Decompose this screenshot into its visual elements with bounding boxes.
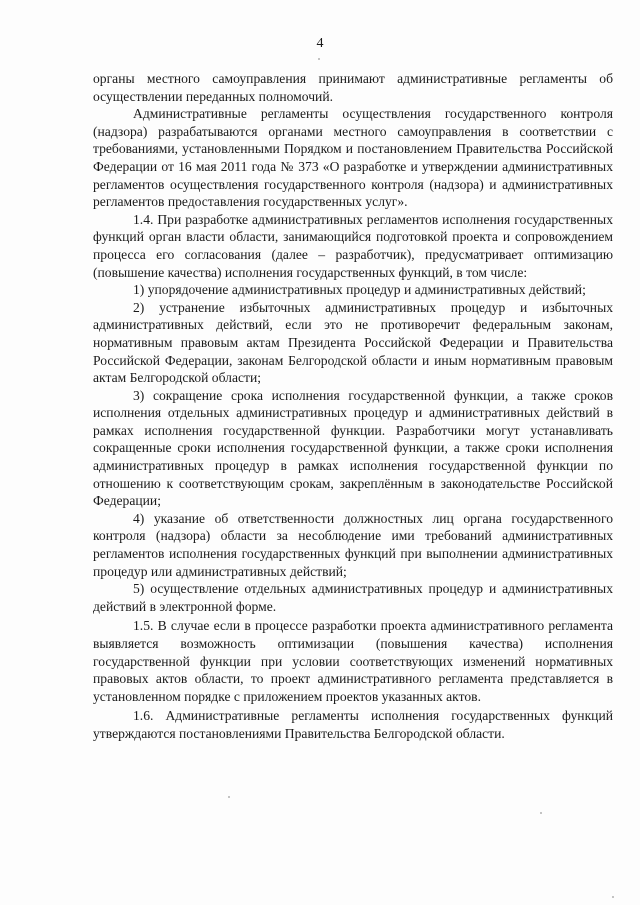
list-item-5: 5) осуществление отдельных административных процедур и административных действий в электронной форме. (93, 581, 613, 614)
list-item-2: 2) устранение избыточных административных процедур и избыточных административных действий, если это не противоречит федеральным законам, нормативным правовым актам Президента Российской Федерации и Правительства Российской Федерации, законам Белгородской области и иным нормативным правовым актам Белгородской области; (93, 299, 613, 386)
paragraph-1-5: 1.5. В случае если в процессе разработки проекта административного регламента выявляется возможность оптимизации (повышения качества) исполнения государственной функции при условии соответствующих изменений нормативных правовых актов области, то проект административного регламента представляется в установленном порядке с приложением проектов указанных актов. (93, 618, 613, 704)
scan-speck (540, 812, 542, 814)
paragraph-local-authorities-adopt: органы местного самоуправления принимают административные регламенты об осуществлении переданных полномочий. (93, 71, 613, 104)
list-item-3: 3) сокращение срока исполнения государственной функции, а также сроков исполнения отдельных административных процедур и административных действий в рамках исполнения государственной функции. Разработчики могут устанавливать сокращенные сроки исполнения государственной функции, а также сроки исполнения административных процедур в рамках исполнения государственной функции по отношению к соответствующим срокам, закреплённым в законодательстве Российской Федерации; (93, 387, 613, 509)
page-number: 4 (316, 36, 324, 51)
paragraph-1-4: 1.4. При разработке административных регламентов исполнения государственных функций орган власти области, занимающийся подготовкой проекта и сопровождением процесса его согласования (далее – разработчик), предусматривает оптимизацию (повышение качества) исполнения государственных функций, в том числе: (93, 211, 613, 280)
paragraph-1-6: 1.6. Административные регламенты исполнения государственных функций утверждаются постановлениями Правительства Белгородской области. (93, 708, 613, 741)
paragraph-control-regulations: Административные регламенты осуществления государственного контроля (надзора) разрабатываются органами местного самоуправления в соответствии с требованиями, установленными Порядком и постановлением Правительства Российской Федерации от 16 мая 2011 года № 373 «О разработке и утверждении административных регламентов осуществления государственного контроля (надзора) и административных регламентов предоставления государственных услуг». (93, 106, 613, 210)
scan-speck (228, 796, 230, 798)
scan-speck (612, 896, 614, 898)
list-item-1: 1) упорядочение административных процедур и административных действий; (133, 282, 586, 298)
scan-speck (318, 58, 320, 60)
document-body (93, 70, 613, 743)
list-item-4: 4) указание об ответственности должностных лиц органа государственного контроля (надзора) области за несоблюдение ими требований административных регламентов исполнения государственных функций при выполнении административных процедур или административных действий; (93, 510, 613, 579)
